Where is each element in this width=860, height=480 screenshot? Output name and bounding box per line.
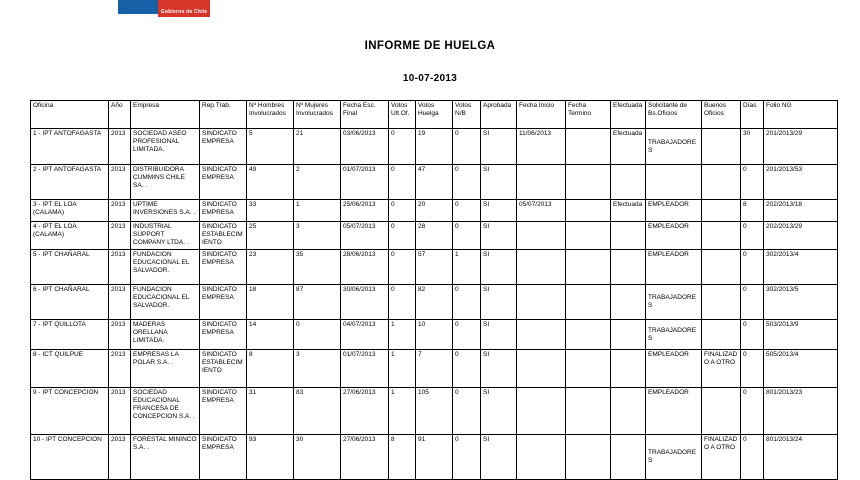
cell-mujeres: 35 (294, 250, 341, 285)
cell-votos_huelga: 91 (416, 435, 453, 480)
cell-oficina: 5 - IPT CHAÑARAL (31, 250, 109, 285)
cell-mujeres: 30 (294, 435, 341, 480)
cell-efectuada (611, 250, 646, 285)
cell-solicitante: TRABAJADORES (646, 435, 702, 480)
cell-fecha_termino (566, 350, 611, 388)
logo-red-block (158, 0, 210, 17)
col-header-efectuada: Efectuada (611, 101, 646, 129)
huelga-table (30, 100, 838, 480)
cell-folio: 202/2013/18 (764, 200, 838, 222)
cell-buenos_oficios (702, 320, 741, 350)
table-header-row (31, 101, 838, 129)
cell-votos_ult_of: 0 (389, 250, 416, 285)
col-header-ano: Año (109, 101, 131, 129)
cell-empresa: UPTIME INVERSIONES S.A. . (131, 200, 200, 222)
cell-dias: 0 (741, 388, 764, 435)
cell-buenos_oficios (702, 388, 741, 435)
cell-hombres: 5 (247, 129, 294, 165)
cell-empresa: INDUSTRIAL SUPPORT COMPANY LTDA. . (131, 222, 200, 250)
cell-ano: 2013 (109, 388, 131, 435)
cell-votos_huelga: 7 (416, 350, 453, 388)
cell-buenos_oficios (702, 165, 741, 200)
table-row (31, 200, 838, 222)
cell-fecha_inicio: 05/07/2013 (517, 200, 566, 222)
cell-oficina: 7 - IPT QUILLOTA (31, 320, 109, 350)
cell-oficina: 3 - IPT EL LOA (CALAMA) (31, 200, 109, 222)
cell-rep_trab: SINDICATO ESTABLECIMIENTO (200, 350, 247, 388)
cell-efectuada: Efectuada (611, 200, 646, 222)
cell-votos_nb: 0 (453, 285, 481, 320)
cell-rep_trab: SINDICATO ESTABLECIMIENTO (200, 222, 247, 250)
cell-aprobada: SI (481, 388, 517, 435)
cell-fecha_termino (566, 200, 611, 222)
cell-hombres: 31 (247, 388, 294, 435)
cell-ano: 2013 (109, 285, 131, 320)
cell-fecha_termino (566, 285, 611, 320)
cell-votos_huelga: 10 (416, 320, 453, 350)
cell-rep_trab: SINDICATO EMPRESA (200, 200, 247, 222)
cell-fecha_esc_final: 30/06/2013 (341, 285, 389, 320)
cell-aprobada: SI (481, 285, 517, 320)
cell-votos_huelga: 82 (416, 285, 453, 320)
col-header-fecha_termino: Fecha Termino (566, 101, 611, 129)
cell-fecha_esc_final: 28/06/2013 (341, 250, 389, 285)
cell-fecha_termino (566, 435, 611, 480)
cell-ano: 2013 (109, 350, 131, 388)
cell-mujeres: 0 (294, 320, 341, 350)
cell-empresa: DISTRIBUIDORA CUMMINS CHILE SA. . (131, 165, 200, 200)
cell-aprobada: SI (481, 250, 517, 285)
cell-fecha_inicio (517, 165, 566, 200)
col-header-votos_nb: Votos N/B (453, 101, 481, 129)
cell-fecha_inicio (517, 222, 566, 250)
cell-efectuada (611, 165, 646, 200)
cell-oficina: 1 - IPT ANTOFAGASTA (31, 129, 109, 165)
logo-text: Gobierno de Chile (160, 9, 208, 15)
cell-aprobada: SI (481, 435, 517, 480)
table-row (31, 388, 838, 435)
col-header-dias: Días (741, 101, 764, 129)
cell-ano: 2013 (109, 435, 131, 480)
cell-dias: 0 (741, 350, 764, 388)
cell-dias: 0 (741, 285, 764, 320)
cell-solicitante: EMPLEADOR (646, 388, 702, 435)
cell-folio: 201/2013/29 (764, 129, 838, 165)
report-date: 10-07-2013 (402, 73, 458, 84)
cell-hombres: 93 (247, 435, 294, 480)
cell-efectuada (611, 222, 646, 250)
cell-folio: 801/2013/23 (764, 388, 838, 435)
cell-efectuada (611, 350, 646, 388)
cell-ano: 2013 (109, 222, 131, 250)
cell-votos_nb: 0 (453, 222, 481, 250)
report-title: INFORME DE HUELGA (364, 40, 496, 52)
cell-dias: 0 (741, 320, 764, 350)
cell-folio: 302/2013/4 (764, 250, 838, 285)
cell-folio: 801/2013/24 (764, 435, 838, 480)
cell-ano: 2013 (109, 165, 131, 200)
cell-votos_nb: 0 (453, 200, 481, 222)
cell-efectuada (611, 285, 646, 320)
cell-empresa: MADERAS ORELLANA LIMITADA. (131, 320, 200, 350)
col-header-hombres: Nº Hombres Involucrados (247, 101, 294, 129)
cell-votos_ult_of: 0 (389, 200, 416, 222)
cell-buenos_oficios: FINALIZADO A OTRO (702, 435, 741, 480)
cell-fecha_inicio (517, 435, 566, 480)
cell-ano: 2013 (109, 250, 131, 285)
cell-dias: 30 (741, 129, 764, 165)
cell-mujeres: 2 (294, 165, 341, 200)
cell-fecha_termino (566, 250, 611, 285)
logo-blue-block (118, 0, 158, 14)
cell-mujeres: 87 (294, 285, 341, 320)
cell-fecha_esc_final: 03/06/2013 (341, 129, 389, 165)
cell-votos_ult_of: 8 (389, 435, 416, 480)
cell-votos_nb: 0 (453, 435, 481, 480)
cell-oficina: 9 - IPT CONCEPCION (31, 388, 109, 435)
cell-fecha_esc_final: 27/06/2013 (341, 435, 389, 480)
table-row (31, 222, 838, 250)
cell-empresa: SOCIEDAD ASEO PROFESIONAL LIMITADA. (131, 129, 200, 165)
cell-dias: 0 (741, 222, 764, 250)
cell-solicitante: TRABAJADORES (646, 320, 702, 350)
cell-aprobada: SI (481, 350, 517, 388)
cell-oficina: 4 - IPT EL LOA (CALAMA) (31, 222, 109, 250)
col-header-buenos_oficios: Buenos Oficios (702, 101, 741, 129)
table-row (31, 165, 838, 200)
cell-mujeres: 83 (294, 388, 341, 435)
cell-oficina: 8 - ICT QUILPUE (31, 350, 109, 388)
cell-mujeres: 3 (294, 222, 341, 250)
cell-folio: 202/2013/29 (764, 222, 838, 250)
cell-solicitante: TRABAJADORES (646, 129, 702, 165)
cell-votos_nb: 0 (453, 350, 481, 388)
table-row (31, 320, 838, 350)
cell-buenos_oficios (702, 250, 741, 285)
cell-rep_trab: SINDICATO EMPRESA (200, 250, 247, 285)
cell-hombres: 23 (247, 250, 294, 285)
cell-solicitante: EMPLEADOR (646, 250, 702, 285)
cell-empresa: FORESTAL MININCO S.A. . (131, 435, 200, 480)
cell-fecha_esc_final: 04/07/2013 (341, 320, 389, 350)
col-header-aprobada: Aprobada (481, 101, 517, 129)
cell-fecha_inicio (517, 285, 566, 320)
cell-hombres: 18 (247, 285, 294, 320)
cell-empresa: FUNDACION EDUCACIONAL EL SALVADOR. (131, 250, 200, 285)
col-header-votos_ult_of: Votos Ult.Of. (389, 101, 416, 129)
cell-mujeres: 21 (294, 129, 341, 165)
cell-ano: 2013 (109, 129, 131, 165)
table-row (31, 129, 838, 165)
cell-fecha_inicio: 11/06/2013 (517, 129, 566, 165)
col-header-folio: Folio NG (764, 101, 838, 129)
cell-buenos_oficios (702, 285, 741, 320)
cell-buenos_oficios: FINALIZADO A OTRO (702, 350, 741, 388)
cell-votos_huelga: 20 (416, 200, 453, 222)
cell-hombres: 49 (247, 165, 294, 200)
cell-fecha_inicio (517, 388, 566, 435)
cell-buenos_oficios (702, 129, 741, 165)
cell-fecha_termino (566, 222, 611, 250)
cell-votos_huelga: 105 (416, 388, 453, 435)
cell-votos_ult_of: 1 (389, 388, 416, 435)
cell-fecha_esc_final: 01/07/2013 (341, 165, 389, 200)
cell-solicitante: EMPLEADOR (646, 350, 702, 388)
cell-ano: 2013 (109, 200, 131, 222)
cell-votos_nb: 0 (453, 388, 481, 435)
cell-fecha_esc_final: 05/07/2013 (341, 222, 389, 250)
cell-folio: 503/2013/9 (764, 320, 838, 350)
cell-fecha_termino (566, 388, 611, 435)
col-header-solicitante: Solicitante de Bs.Oficios (646, 101, 702, 129)
cell-mujeres: 1 (294, 200, 341, 222)
cell-votos_ult_of: 0 (389, 222, 416, 250)
cell-votos_ult_of: 0 (389, 285, 416, 320)
cell-ano: 2013 (109, 320, 131, 350)
cell-folio: 201/2013/53 (764, 165, 838, 200)
cell-aprobada: SI (481, 200, 517, 222)
cell-votos_nb: 0 (453, 129, 481, 165)
cell-buenos_oficios (702, 222, 741, 250)
cell-aprobada: SI (481, 222, 517, 250)
cell-oficina: 6 - IPT CHAÑARAL (31, 285, 109, 320)
col-header-fecha_inicio: Fecha Inicio (517, 101, 566, 129)
cell-aprobada: SI (481, 320, 517, 350)
cell-fecha_termino (566, 129, 611, 165)
cell-rep_trab: SINDICATO EMPRESA (200, 129, 247, 165)
cell-fecha_esc_final: 01/07/2013 (341, 350, 389, 388)
cell-rep_trab: SINDICATO EMPRESA (200, 435, 247, 480)
cell-hombres: 25 (247, 222, 294, 250)
cell-oficina: 10 - IPT CONCEPCION (31, 435, 109, 480)
table-row (31, 435, 838, 480)
cell-votos_ult_of: 0 (389, 129, 416, 165)
cell-hombres: 14 (247, 320, 294, 350)
col-header-empresa: Empresa (131, 101, 200, 129)
cell-votos_ult_of: 0 (389, 165, 416, 200)
cell-votos_ult_of: 1 (389, 320, 416, 350)
cell-dias: 0 (741, 435, 764, 480)
cell-votos_nb: 1 (453, 250, 481, 285)
cell-votos_huelga: 19 (416, 129, 453, 165)
cell-dias: 0 (741, 250, 764, 285)
cell-mujeres: 3 (294, 350, 341, 388)
gobierno-de-chile-logo (118, 0, 210, 17)
cell-solicitante: TRABAJADORES (646, 285, 702, 320)
cell-rep_trab: SINDICATO EMPRESA (200, 285, 247, 320)
cell-hombres: 8 (247, 350, 294, 388)
cell-rep_trab: SINDICATO EMPRESA (200, 165, 247, 200)
cell-empresa: FUNDACION EDUCACIONAL EL SALVADOR. (131, 285, 200, 320)
cell-votos_huelga: 47 (416, 165, 453, 200)
cell-dias: 0 (741, 165, 764, 200)
cell-fecha_inicio (517, 250, 566, 285)
cell-fecha_inicio (517, 320, 566, 350)
cell-aprobada: SI (481, 129, 517, 165)
cell-solicitante (646, 165, 702, 200)
cell-empresa: EMPRESAS LA POLAR S.A. . (131, 350, 200, 388)
col-header-votos_huelga: Votos Huelga (416, 101, 453, 129)
cell-efectuada: Efectuada (611, 129, 646, 165)
col-header-mujeres: Nº Mujeres Involucrados (294, 101, 341, 129)
cell-dias: 8 (741, 200, 764, 222)
col-header-fecha_esc_final: Fecha Esc. Final (341, 101, 389, 129)
cell-folio: 505/2013/4 (764, 350, 838, 388)
cell-aprobada: SI (481, 165, 517, 200)
cell-solicitante: EMPLEADOR (646, 222, 702, 250)
cell-rep_trab: SINDICATO EMPRESA (200, 320, 247, 350)
cell-fecha_esc_final: 27/06/2013 (341, 388, 389, 435)
cell-fecha_esc_final: 25/06/2013 (341, 200, 389, 222)
cell-empresa: SOCIEDAD EDUCACIONAL FRANCESA DE CONCEPCION S.A. . (131, 388, 200, 435)
cell-votos_ult_of: 1 (389, 350, 416, 388)
cell-fecha_inicio (517, 350, 566, 388)
cell-hombres: 33 (247, 200, 294, 222)
cell-votos_nb: 0 (453, 320, 481, 350)
cell-votos_huelga: 57 (416, 250, 453, 285)
cell-votos_huelga: 28 (416, 222, 453, 250)
cell-oficina: 2 - IPT ANTOFAGASTA (31, 165, 109, 200)
cell-rep_trab: SINDICATO EMPRESA (200, 388, 247, 435)
table-body (31, 129, 838, 480)
cell-folio: 302/2013/5 (764, 285, 838, 320)
table-row (31, 350, 838, 388)
cell-buenos_oficios (702, 200, 741, 222)
cell-efectuada (611, 435, 646, 480)
cell-solicitante: EMPLEADOR (646, 200, 702, 222)
table-row (31, 250, 838, 285)
col-header-rep_trab: Rep.Trab. (200, 101, 247, 129)
cell-votos_nb: 0 (453, 165, 481, 200)
table-row (31, 285, 838, 320)
cell-efectuada (611, 320, 646, 350)
col-header-oficina: Oficina (31, 101, 109, 129)
cell-fecha_termino (566, 165, 611, 200)
cell-fecha_termino (566, 320, 611, 350)
cell-efectuada (611, 388, 646, 435)
